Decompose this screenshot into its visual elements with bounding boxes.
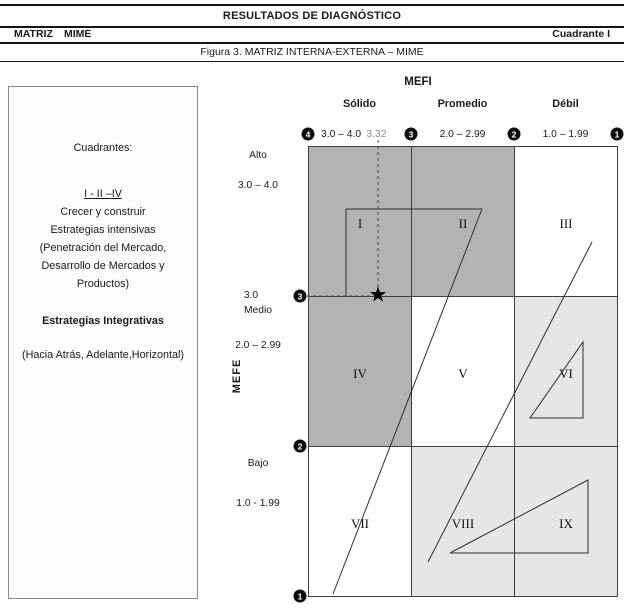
mefe-value-label: 3.0 xyxy=(243,290,259,301)
panel-text-line: Productos) xyxy=(76,278,130,290)
top-scale-marker-3: 3 xyxy=(405,128,418,141)
figure-caption: Figura 3. MATRIZ INTERNA-EXTERNA – MIME xyxy=(0,44,624,62)
mefi-range-debil: 1.0 – 1.99 xyxy=(542,129,589,140)
row-label-alto: Alto xyxy=(249,150,267,161)
mime-matrix xyxy=(210,66,624,611)
integrative-strategies-label: Estrategias Integrativas xyxy=(42,315,164,327)
mefi-range-promedio: 2.0 – 2.99 xyxy=(439,129,486,140)
cell-numeral: III xyxy=(559,216,573,232)
left-scale-marker-3: 3 xyxy=(294,290,307,303)
matrix-cell-VII xyxy=(308,446,411,596)
row-label-bajo: Bajo xyxy=(247,458,269,469)
matrix-cell-V xyxy=(411,296,514,446)
quadrants-panel xyxy=(8,86,198,599)
cell-numeral: VII xyxy=(350,516,370,532)
mefe-range-alto: 3.0 – 4.0 xyxy=(237,180,279,191)
cell-numeral: I xyxy=(357,216,363,232)
panel-heading: Cuadrantes: xyxy=(73,142,133,154)
matrix-cell-VI xyxy=(514,296,617,446)
panel-text-line: Desarrollo de Mercados y xyxy=(41,260,165,272)
matrix-grid xyxy=(308,146,618,597)
top-scale-marker-1: 1 xyxy=(611,128,624,141)
matrix-cell-II xyxy=(411,146,514,296)
matrix-cell-IX xyxy=(514,446,617,596)
top-scale-marker-2: 2 xyxy=(508,128,521,141)
panel-text-line: Estrategias intensivas xyxy=(50,224,156,236)
mefe-range-bajo: 1.0 - 1.99 xyxy=(236,498,280,509)
panel-text-line: (Penetración del Mercado, xyxy=(39,242,167,254)
report-title: RESULTADOS DE DIAGNÓSTICO xyxy=(0,4,624,28)
mefi-range-solido: 3.0 – 4.0 xyxy=(321,129,362,140)
column-label-debil: Débil xyxy=(552,98,579,110)
column-label-promedio: Promedio xyxy=(437,98,488,110)
quadrants-list: I - II –IV xyxy=(84,188,122,200)
mefe-axis-title: MEFE xyxy=(231,358,243,394)
panel-text-line: Crecer y construir xyxy=(60,206,146,218)
matrix-cell-III xyxy=(514,146,617,296)
cell-numeral: II xyxy=(458,216,468,232)
cell-numeral: V xyxy=(458,366,468,382)
cell-numeral: VI xyxy=(559,366,573,382)
matriz-label: MATRIZ xyxy=(14,28,53,40)
column-label-solido: Sólido xyxy=(343,98,376,110)
point-value-label: 3.32 xyxy=(366,129,387,140)
panel-footer-line: (Hacia Atrás, Adelante,Horizontal) xyxy=(21,349,185,361)
row-label-medio: Medio xyxy=(243,305,273,316)
matrix-cell-IV xyxy=(308,296,411,446)
cell-numeral: IV xyxy=(353,366,367,382)
star-marker: ★ xyxy=(368,282,388,307)
cell-numeral: VIII xyxy=(451,516,475,532)
matrix-cell-I xyxy=(308,146,411,296)
header-tab-row xyxy=(0,26,624,44)
matrix-cell-VIII xyxy=(411,446,514,596)
top-scale-marker-4: 4 xyxy=(302,128,315,141)
mefi-axis-title: MEFI xyxy=(404,76,432,88)
cell-numeral: IX xyxy=(559,516,573,532)
mime-label: MIME xyxy=(64,28,92,40)
cuadrante-result-label: Cuadrante I xyxy=(552,28,610,40)
mefe-range-medio: 2.0 – 2.99 xyxy=(235,340,281,351)
left-scale-marker-2: 2 xyxy=(294,440,307,453)
left-scale-marker-1: 1 xyxy=(294,590,307,603)
